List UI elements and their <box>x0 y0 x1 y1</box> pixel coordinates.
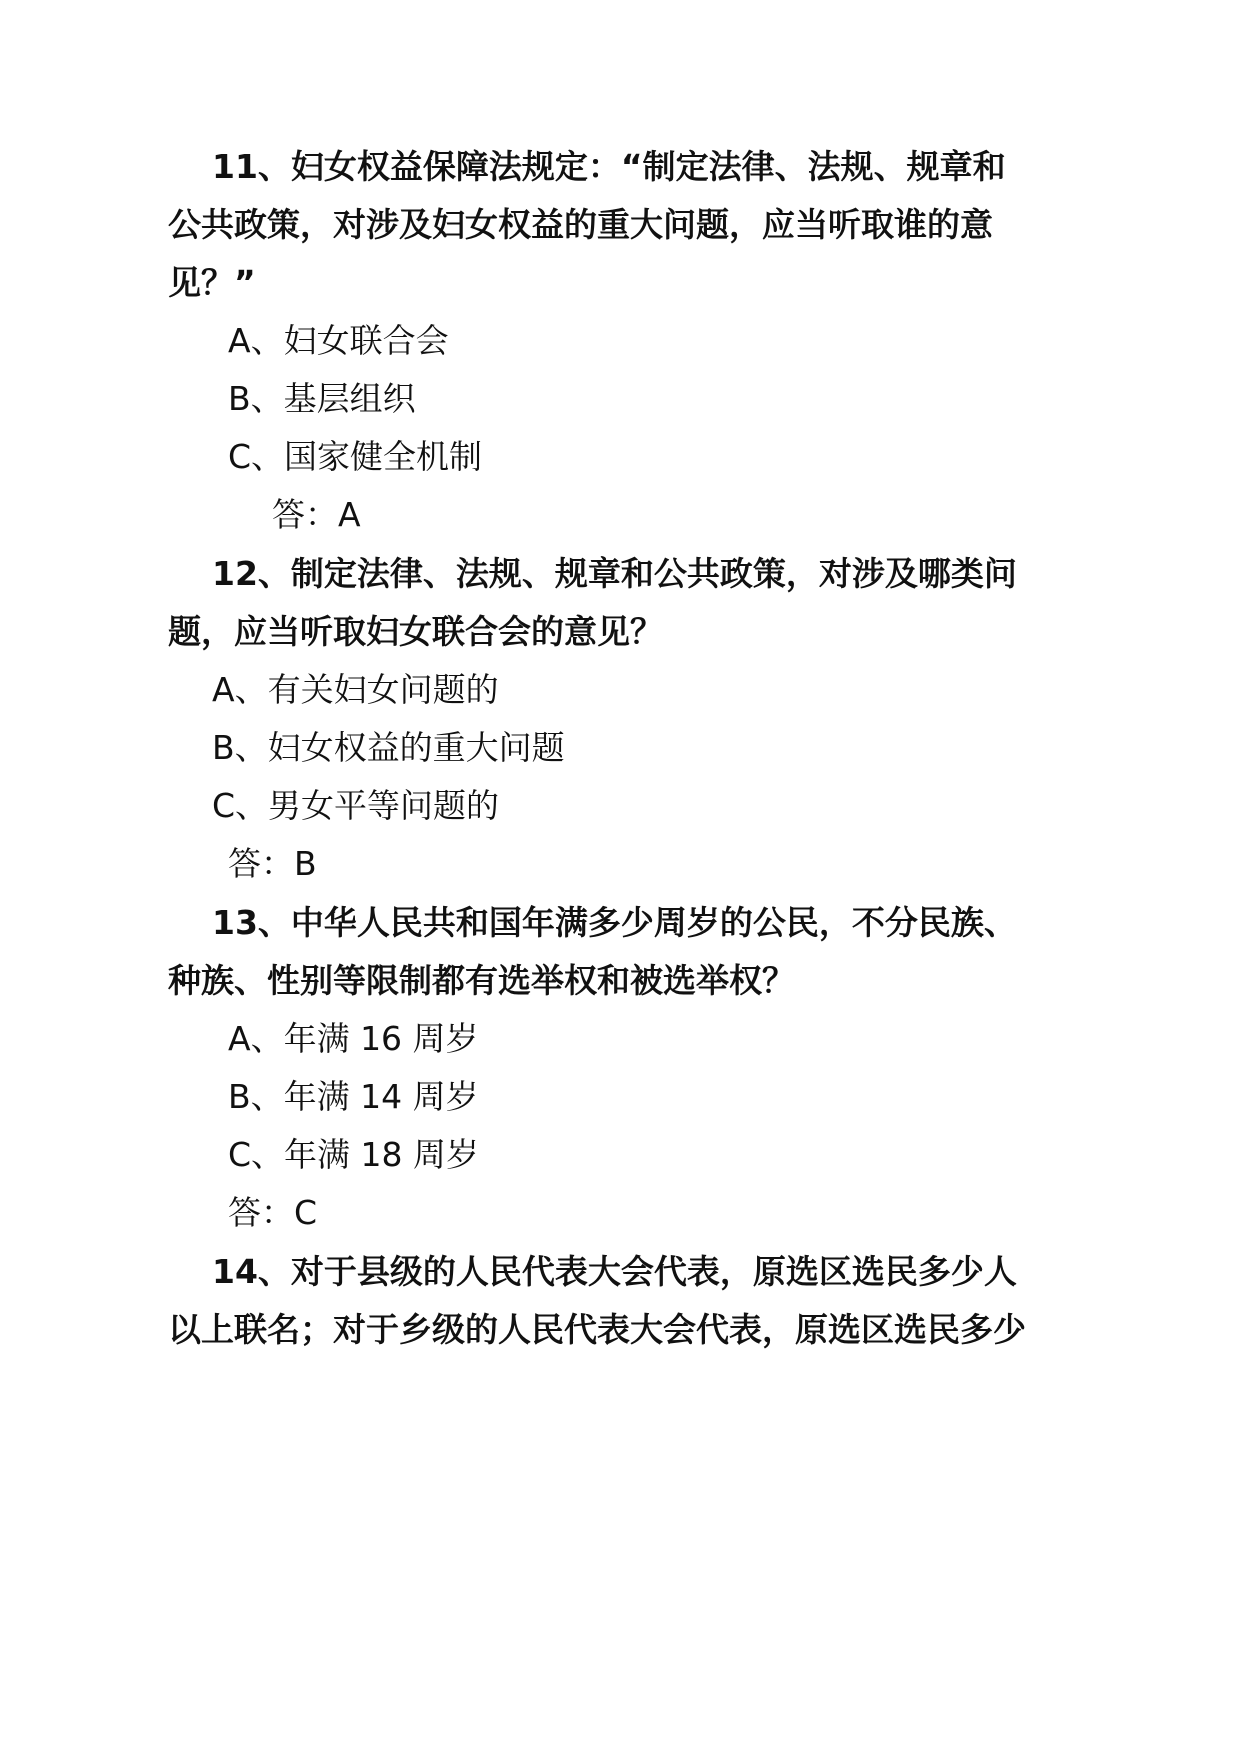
question-11-option-a: A、妇女联合会 <box>228 321 449 360</box>
question-14-line-1: 14、对于县级的人民代表大会代表，原选区选民多少人 <box>212 1252 1017 1291</box>
question-13-line-1: 13、中华人民共和国年满多少周岁的公民，不分民族、 <box>212 903 1017 942</box>
question-12-option-b: B、妇女权益的重大问题 <box>212 728 565 767</box>
question-13-option-a: A、年满 16 周岁 <box>228 1019 479 1058</box>
question-13-line-2: 种族、性别等限制都有选举权和被选举权？ <box>168 961 795 1000</box>
question-11-line-3: 见？” <box>168 263 256 302</box>
question-12-option-c: C、男女平等问题的 <box>212 786 500 825</box>
question-11-option-c: C、国家健全机制 <box>228 437 483 476</box>
question-11-line-1: 11、妇女权益保障法规定：“制定法律、法规、规章和 <box>212 147 1006 186</box>
question-13-option-b: B、年满 14 周岁 <box>228 1077 479 1116</box>
question-12-answer: 答：B <box>228 844 317 883</box>
question-13-answer: 答：C <box>228 1193 318 1232</box>
question-13-option-c: C、年满 18 周岁 <box>228 1135 480 1174</box>
question-14-line-2: 以上联名；对于乡级的人民代表大会代表，原选区选民多少 <box>168 1310 1026 1349</box>
question-12-line-1: 12、制定法律、法规、规章和公共政策，对涉及哪类问 <box>212 554 1017 593</box>
question-12-line-2: 题，应当听取妇女联合会的意见？ <box>168 612 663 651</box>
question-11-answer: 答：A <box>272 495 361 534</box>
question-12-option-a: A、有关妇女问题的 <box>212 670 499 709</box>
question-11-option-b: B、基层组织 <box>228 379 416 418</box>
question-11-line-2: 公共政策，对涉及妇女权益的重大问题，应当听取谁的意 <box>168 205 993 244</box>
